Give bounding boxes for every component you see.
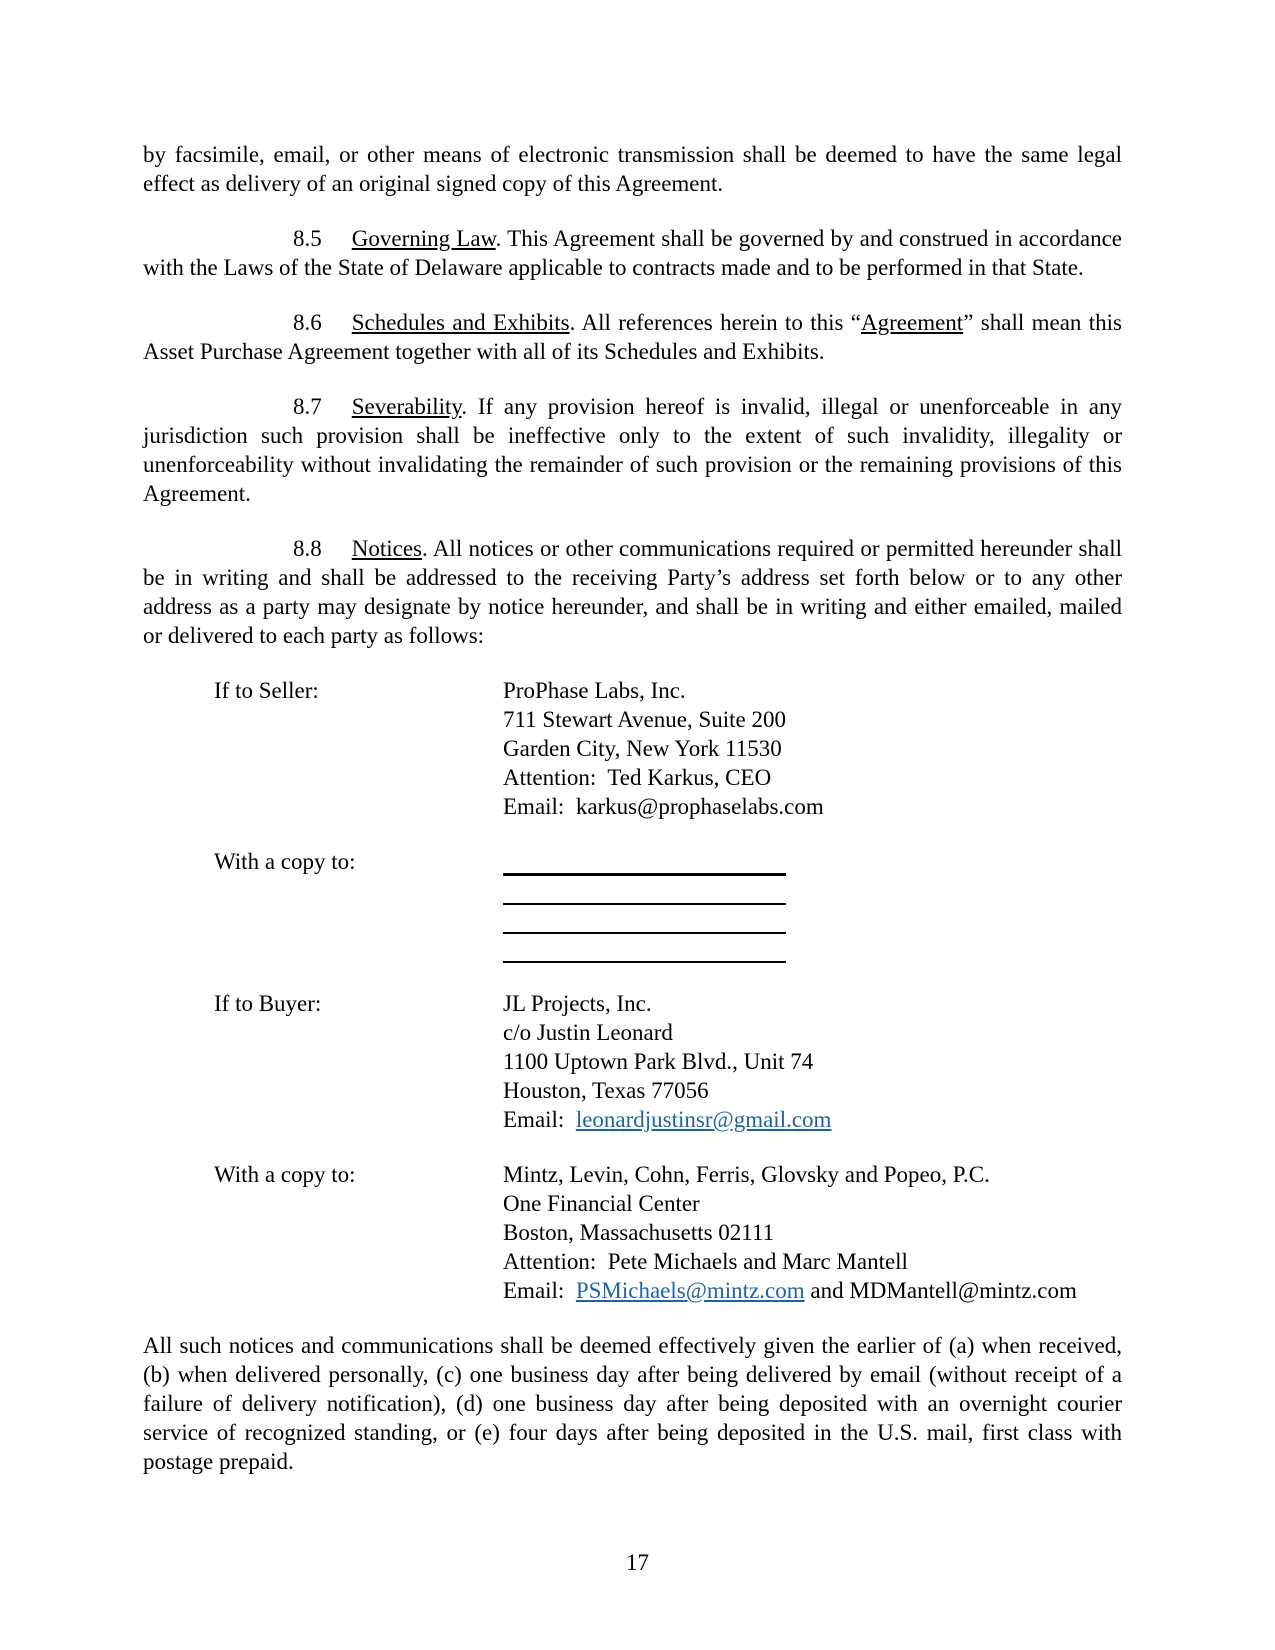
buyer-address (503, 989, 1122, 1134)
notice-block-buyer (214, 989, 1122, 1134)
signature-blank-line (503, 905, 786, 934)
section-8-7 (143, 392, 1122, 508)
section-heading: Governing Law (351, 226, 496, 251)
section-body: . If any provision hereof is invalid, illegal or unenforceable in any jurisdiction such provision shall be ineffective only to the extent of such invalidity, illegality or unenforceability without invalidating the remainder of such provision or the remaining provisions of this Agreement. (143, 394, 1122, 506)
section-body: . This Agreement shall be governed by and construed in accordance with the Laws of the State of Delaware applicable to contracts made and to be performed in that State. (143, 226, 1122, 280)
address-line-email (503, 1105, 1122, 1134)
notice-label-buyer-copy: With a copy to: (214, 1162, 356, 1187)
seller-copy-blank-lines (503, 847, 1122, 963)
address-line: Boston, Massachusetts 02111 (503, 1220, 775, 1245)
section-number: 8.5 (293, 226, 322, 251)
signature-blank-line (503, 876, 786, 905)
section-number: 8.8 (293, 536, 322, 561)
notice-block-seller (214, 676, 1122, 821)
section-8-6 (143, 308, 1122, 366)
section-8-8 (143, 534, 1122, 650)
section-number: 8.7 (293, 394, 322, 419)
address-line: Email: karkus@prophaselabs.com (503, 794, 824, 819)
notice-block-buyer-copy (214, 1160, 1122, 1305)
address-line: c/o Justin Leonard (503, 1020, 673, 1045)
address-line: 1100 Uptown Park Blvd., Unit 74 (503, 1049, 814, 1074)
address-line: Attention: Ted Karkus, CEO (503, 765, 772, 790)
paragraph-closing: All such notices and communications shall be deemed effectively given the earlier of (a) when received, (b) when delivered personally, (c) one business day after being delivered by email (without receipt of a failure of delivery notification), (d) one business day after being deposited with an overnight courier service of recognized standing, or (e) four days after being deposited in the U.S. mail, first class with postage prepaid. (143, 1333, 1122, 1474)
buyer-counsel-address (503, 1160, 1122, 1305)
seller-address (503, 676, 1122, 821)
section-heading: Severability (351, 394, 462, 419)
notice-label-seller: If to Seller: (214, 678, 319, 703)
email-label: Email: (503, 1278, 576, 1303)
email-label: Email: (503, 1107, 576, 1132)
address-line: Mintz, Levin, Cohn, Ferris, Glovsky and Popeo, P.C. (503, 1162, 990, 1187)
address-line: Houston, Texas 77056 (503, 1078, 709, 1103)
section-8-5 (143, 224, 1122, 282)
notice-block-seller-copy (214, 847, 1122, 963)
address-line: 711 Stewart Avenue, Suite 200 (503, 707, 786, 732)
address-line: Attention: Pete Michaels and Marc Mantell (503, 1249, 908, 1274)
page-number: 17 (626, 1550, 649, 1575)
paragraph-intro: by facsimile, email, or other means of electronic transmission shall be deemed to have the same legal effect as delivery of an original signed copy of this Agreement. (143, 142, 1122, 196)
notice-label-buyer: If to Buyer: (214, 991, 322, 1016)
notice-label-seller-copy: With a copy to: (214, 849, 356, 874)
address-line-email (503, 1276, 1122, 1305)
second-email-text: and MDMantell@mintz.com (804, 1278, 1077, 1303)
signature-blank-line (503, 847, 786, 876)
address-line: JL Projects, Inc. (503, 991, 652, 1016)
address-line: Garden City, New York 11530 (503, 736, 782, 761)
address-line: One Financial Center (503, 1191, 700, 1216)
section-body: ” shall mean this Asset Purchase Agreement together with all of its Schedules and Exhibits. (143, 310, 1123, 364)
address-line: ProPhase Labs, Inc. (503, 678, 686, 703)
defined-term-agreement: Agreement (861, 310, 964, 335)
counsel-email-link[interactable]: PSMichaels@mintz.com (575, 1278, 805, 1303)
section-number: 8.6 (293, 310, 322, 335)
buyer-email-link[interactable]: leonardjustinsr@gmail.com (575, 1107, 832, 1132)
section-body: . All notices or other communications required or permitted hereunder shall be in writing and shall be addressed to the receiving Party’s address set forth below or to any other address as a party may designate by notice hereunder, and shall be in writing and either emailed, mailed or delivered to each party as follows: (143, 536, 1122, 648)
signature-blank-line (503, 934, 786, 963)
section-body: . All references herein to this “ (569, 310, 862, 335)
section-heading: Schedules and Exhibits (351, 310, 570, 335)
section-heading: Notices (351, 536, 423, 561)
